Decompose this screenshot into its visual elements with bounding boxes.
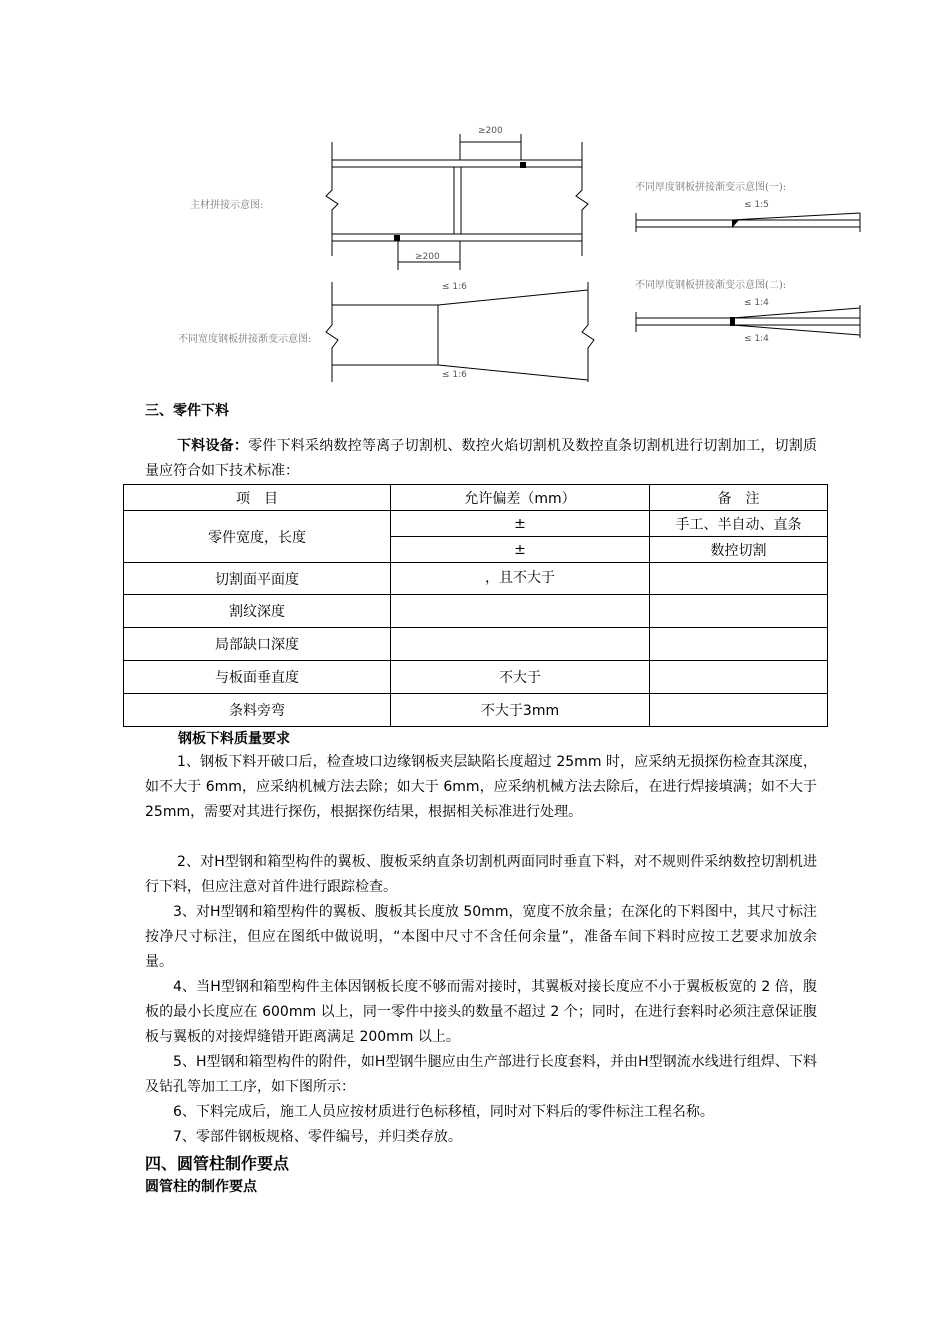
table-row xyxy=(124,628,828,661)
section3-heading: 三、零件下料 xyxy=(145,403,229,419)
quality-item-6: 6、下料完成后，施工人员应按材质进行色标移植，同时对下料后的零件标注工程名称。 xyxy=(173,1104,714,1120)
table-row xyxy=(124,694,828,727)
cell-deviation: 不大于 xyxy=(391,661,650,694)
main-splice-label: 主材拼接示意图: xyxy=(190,200,264,211)
thickness2-ratio-top: ≤ 1:4 xyxy=(744,298,769,308)
cell-note xyxy=(650,563,828,595)
cell-item: 条料旁弯 xyxy=(124,694,391,727)
cell-deviation: ，且不大于 xyxy=(391,563,650,595)
dim-top-text: ≥200 xyxy=(478,126,503,136)
cell-note xyxy=(650,628,828,661)
table-row xyxy=(124,661,828,694)
cell-note xyxy=(650,595,828,628)
thickness1-ratio: ≤ 1:5 xyxy=(744,200,769,210)
quality-item-3: 3、对H型钢和箱型构件的翼板、腹板其长度放 50mm，宽度不放余量；在深化的下料图中，其尺寸标注按净尺寸标注，但应在图纸中做说明，“本图中尺寸不含任何余量”，准备车间下料时应按工艺要求加放余量。 xyxy=(145,904,817,970)
cell-note xyxy=(650,694,828,727)
cell-note: 手工、半自动、直条 xyxy=(650,511,828,537)
splice-diagrams-svg xyxy=(170,120,870,390)
cell-deviation xyxy=(391,628,650,661)
equipment-label: 下料设备： xyxy=(177,438,249,454)
dim-bottom-text: ≥200 xyxy=(415,252,440,262)
width-change-label: 不同宽度钢板拼接渐变示意图: xyxy=(178,334,312,345)
cell-note: 数控切割 xyxy=(650,537,828,563)
quality-item-2: 2、对H型钢和箱型构件的翼板、腹板采纳直条切割机两面同时垂直下料，对不规则件采纳数控切割机进行下料，但应注意对首件进行跟踪检查。 xyxy=(145,854,817,895)
section4-subheading: 圆管柱的制作要点 xyxy=(145,1179,257,1195)
quality-item-7: 7、零部件钢板规格、零件编号，并归类存放。 xyxy=(173,1129,462,1145)
thickness2-ratio-bottom: ≤ 1:4 xyxy=(744,334,769,344)
cell-deviation xyxy=(391,595,650,628)
header-item: 项 目 xyxy=(124,485,391,511)
width-ratio-top: ≤ 1:6 xyxy=(442,282,467,292)
table-row xyxy=(124,595,828,628)
cell-deviation: ± xyxy=(391,511,650,537)
table-row xyxy=(124,563,828,595)
equipment-text: 零件下料采纳数控等离子切割机、数控火焰切割机及数控直条切割机进行切割加工，切割质量应符合如下技术标准： xyxy=(145,438,818,479)
cell-item: 局部缺口深度 xyxy=(124,628,391,661)
cell-item: 切割面平面度 xyxy=(124,563,391,595)
splice-diagrams xyxy=(170,120,870,390)
table-header-row xyxy=(124,485,828,511)
equipment-paragraph xyxy=(145,434,817,484)
cell-item: 与板面垂直度 xyxy=(124,661,391,694)
thickness2-label: 不同厚度钢板拼接渐变示意图(二): xyxy=(635,280,787,291)
section4-heading: 四、圆管柱制作要点 xyxy=(145,1154,290,1173)
thickness1-label: 不同厚度钢板拼接渐变示意图(一): xyxy=(635,182,787,193)
cell-deviation: 不大于3mm xyxy=(391,694,650,727)
header-note: 备 注 xyxy=(650,485,828,511)
quality-title: 钢板下料质量要求 xyxy=(178,731,290,747)
cutting-standard-table xyxy=(123,484,828,727)
width-ratio-bottom: ≤ 1:6 xyxy=(442,370,467,380)
cell-note xyxy=(650,661,828,694)
table-row xyxy=(124,511,828,537)
quality-item-1: 1、钢板下料开破口后，检查坡口边缘钢板夹层缺陷长度超过 25mm 时，应采纳无损探伤检查其深度，如不大于 6mm，应采纳机械方法去除；如大于 6mm，应采纳机械方法去除后，在进行焊接填满；如不大于 25mm，需要对其进行探伤，根据探伤结果，根据相关标准进行处理。 xyxy=(145,754,817,820)
header-deviation: 允许偏差（mm） xyxy=(391,485,650,511)
quality-item-4: 4、当H型钢和箱型构件主体因钢板长度不够而需对接时，其翼板对接长度应不小于翼板板宽的 2 倍，腹板的最小长度应在 600mm 以上，同一零件中接头的数量不超过 2 个；同时，在进行套料时必须注意保证腹板与翼板的对接焊缝错开距离满足 200mm 以上。 xyxy=(145,979,817,1045)
cell-item: 零件宽度，长度 xyxy=(124,511,391,563)
cell-deviation: ± xyxy=(391,537,650,563)
cell-item: 割纹深度 xyxy=(124,595,391,628)
quality-item-5: 5、H型钢和箱型构件的附件，如H型钢牛腿应由生产部进行长度套料，并由H型钢流水线进行组焊、下料及钻孔等加工工序，如下图所示： xyxy=(145,1054,817,1095)
